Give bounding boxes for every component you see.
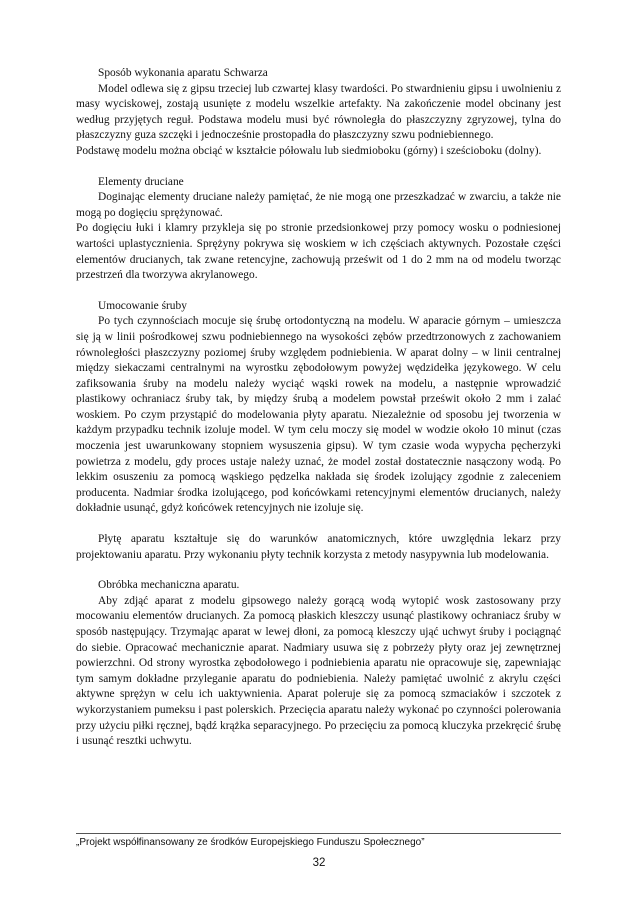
paragraph: Aby zdjąć aparat z modelu gipsowego należy gorącą wodą wytopić wosk zastosowany przy mocowaniu elementów drucianych. Za pomocą płaskich kleszczy usunąć plastikowy ochraniacz śruby w sposób następujący. Trzymając aparat w lewej dłoni, za pomocą kleszczy ująć uchwyt śruby i pociągnąć do siebie. Opracować mechanicznie aparat. Nadmiary usuwa się z pobrzeży płyty oraz jej zewnętrznej powierzchni. Od strony wyrostka zębodołowego i podniebienia aparatu nie opracowuje się, zapewniając tym samym dokładne przyleganie aparatu do podniebienia. Należy pamiętać uwolnić z akrylu części aktywne sprężyn w celu ich uaktywnienia. Aparat poleruje się za pomocą szmaciaków i szczotek z wykorzystaniem pumeksu i past polerskich. Przecięcia aparatu należy wykonać po czynności polerowania przy użyciu piłki ręcznej, bądź krążka separacyjnego. Po przecięciu za pomocą kluczyka przekręcić śrubę i usunąć resztki uchwytu. (76, 594, 561, 748)
section-heading: Umocowanie śruby (98, 299, 187, 312)
section-gap (76, 517, 561, 532)
section-heading: Obróbka mechaniczna aparatu. (98, 579, 240, 592)
footer-project-note: „Projekt współfinansowany ze środków Europejskiego Funduszu Społecznego” (76, 833, 561, 848)
section-heading: Sposób wykonania aparatu Schwarza (98, 67, 268, 79)
paragraph: Po tych czynnościach mocuje się śrubę ortodontyczną na modelu. W aparacie górnym – umieszcza się ją w linii pośrodkowej szwu podniebiennego na wysokości zębów przedtrzonowych z zachowaniem równoległości płaszczyzny poziomej śruby względem podniebienia. W aparat dolny – w linii centralnej między siekaczami centralnymi na wyrostku zębodołowym powyżej wędzidełka językowego. W celu zafiksowania śruby na modelu należy wyciąć wąski rowek na modelu, a następnie wprowadzić plastikowy ochraniacz śruby tak, by między śrubą a modelem powstał prześwit około 2 mm i zalać woskiem. Po czym przystąpić do modelowania płyty aparatu. Niezależnie od sposobu jej tworzenia w każdym przypadku technik izoluje model. W tym celu moczy się model w wodzie około 10 minut (czas moczenia jest uwarunkowany stopniem wysuszenia gipsu). W tym czasie woda wypycha pęcherzyki powietrza z modelu, gdy proces ustaje należy uznać, że model został dostatecznie nasączony wodą. Po lekkim osuszeniu za pomocą wąskiego pędzelka nakłada się środek izolujący zgodnie z zaleceniem producenta. Nadmiar środka izolującego, pod końcówkami retencyjnymi elementów drucianych, należy dokładnie usunąć, gdyż końcówek retencyjnych nie izoluje się. (76, 315, 561, 515)
paragraph: Po dogięciu łuki i klamry przykleja się po stronie przedsionkowej przy pomocy wosku o podniesionej wartości uplastycznienia. Sprężyny pokrywa się woskiem w ich częściach aktywnych. Pozostałe części elementów drucianych, tak zwane retencyjne, zachowują prześwit od 1 do 2 mm na od modelu tworząc przestrzeń dla tworzywa akrylanowego. (76, 222, 561, 282)
section-gap (76, 160, 561, 175)
section-gap (76, 563, 561, 578)
paragraph: Podstawę modelu można obciąć w kształcie półowalu lub siedmioboku (górny) i sześcioboku (dolny). (76, 144, 542, 157)
section-gap (76, 284, 561, 299)
paragraph: Płytę aparatu kształtuje się do warunków anatomicznych, które uwzględnia lekarz przy projektowaniu aparatu. Przy wykonaniu płyty technik korzysta z metody nasypywnia lub modelowania. (76, 533, 561, 561)
paragraph: Model odlewa się z gipsu trzeciej lub czwartej klasy twardości. Po stwardnieniu gipsu i uwolnieniu z masy wyciskowej, zostają usunięte z modelu wszelkie artefakty. Na zakończenie model obcinany jest według przyjętych reguł. Podstawa modelu musi być równoległa do płaszczyzny zgryzowej, tylna do płaszczyzny guza szczęki i jednocześnie prostopadła do płaszczyzny szwu podniebiennego. (76, 82, 561, 142)
paragraph: Doginając elementy druciane należy pamiętać, że nie mogą one przeszkadzać w zwarciu, a także nie mogą po dogięciu sprężynować. (76, 191, 561, 219)
section-heading: Elementy druciane (98, 175, 184, 188)
page-number: 32 (312, 857, 326, 869)
page-body (76, 66, 561, 750)
